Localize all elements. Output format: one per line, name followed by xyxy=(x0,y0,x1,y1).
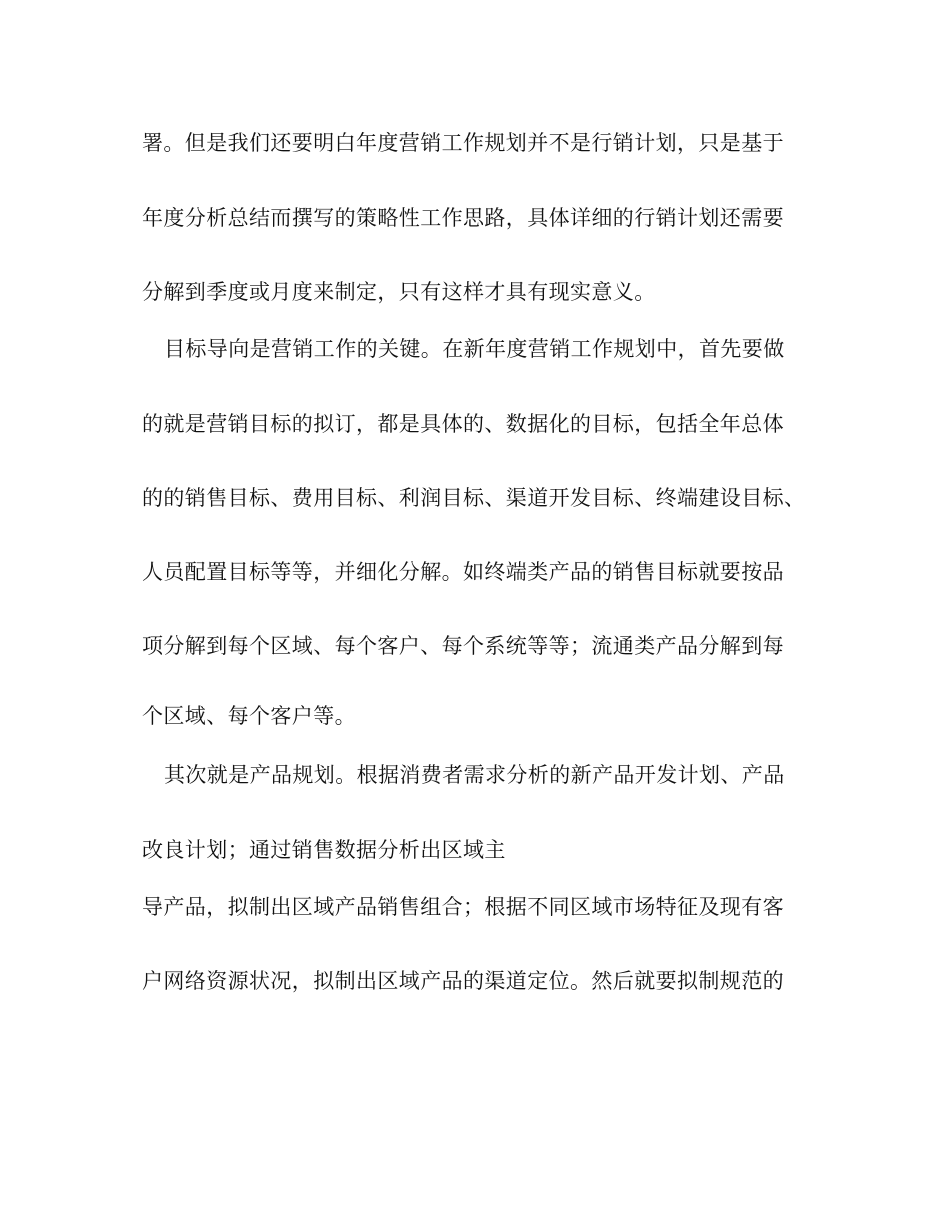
text-line: 分解到季度或月度来制定，只有这样才具有现实意义。 xyxy=(142,280,656,304)
text-line: 年度分析总结而撰写的策略性工作思路，具体详细的行销计划还需要 xyxy=(142,206,784,230)
text-line: 的就是营销目标的拟订，都是具体的、数据化的目标，包括全年总体 xyxy=(142,412,784,436)
text-line: 个区域、每个客户等。 xyxy=(142,704,356,728)
text-line: 人员配置目标等等，并细化分解。如终端类产品的销售目标就要按品 xyxy=(142,560,784,584)
paragraph-start-line: 目标导向是营销工作的关键。在新年度营销工作规划中，首先要做 xyxy=(164,337,785,361)
text-line: 的的销售目标、费用目标、利润目标、渠道开发目标、终端建设目标、 xyxy=(142,486,806,510)
text-line: 署。但是我们还要明白年度营销工作规划并不是行销计划，只是基于 xyxy=(142,131,784,155)
text-line: 项分解到每个区域、每个客户、每个系统等等；流通类产品分解到每 xyxy=(142,634,784,658)
text-line: 导产品，拟制出区域产品销售组合；根据不同区域市场特征及现有客 xyxy=(142,895,784,919)
text-line: 改良计划；通过销售数据分析出区域主 xyxy=(142,838,506,862)
paragraph-start-line: 其次就是产品规划。根据消费者需求分析的新产品开发计划、产品 xyxy=(164,763,785,787)
text-line: 户网络资源状况，拟制出区域产品的渠道定位。然后就要拟制规范的 xyxy=(142,969,784,993)
